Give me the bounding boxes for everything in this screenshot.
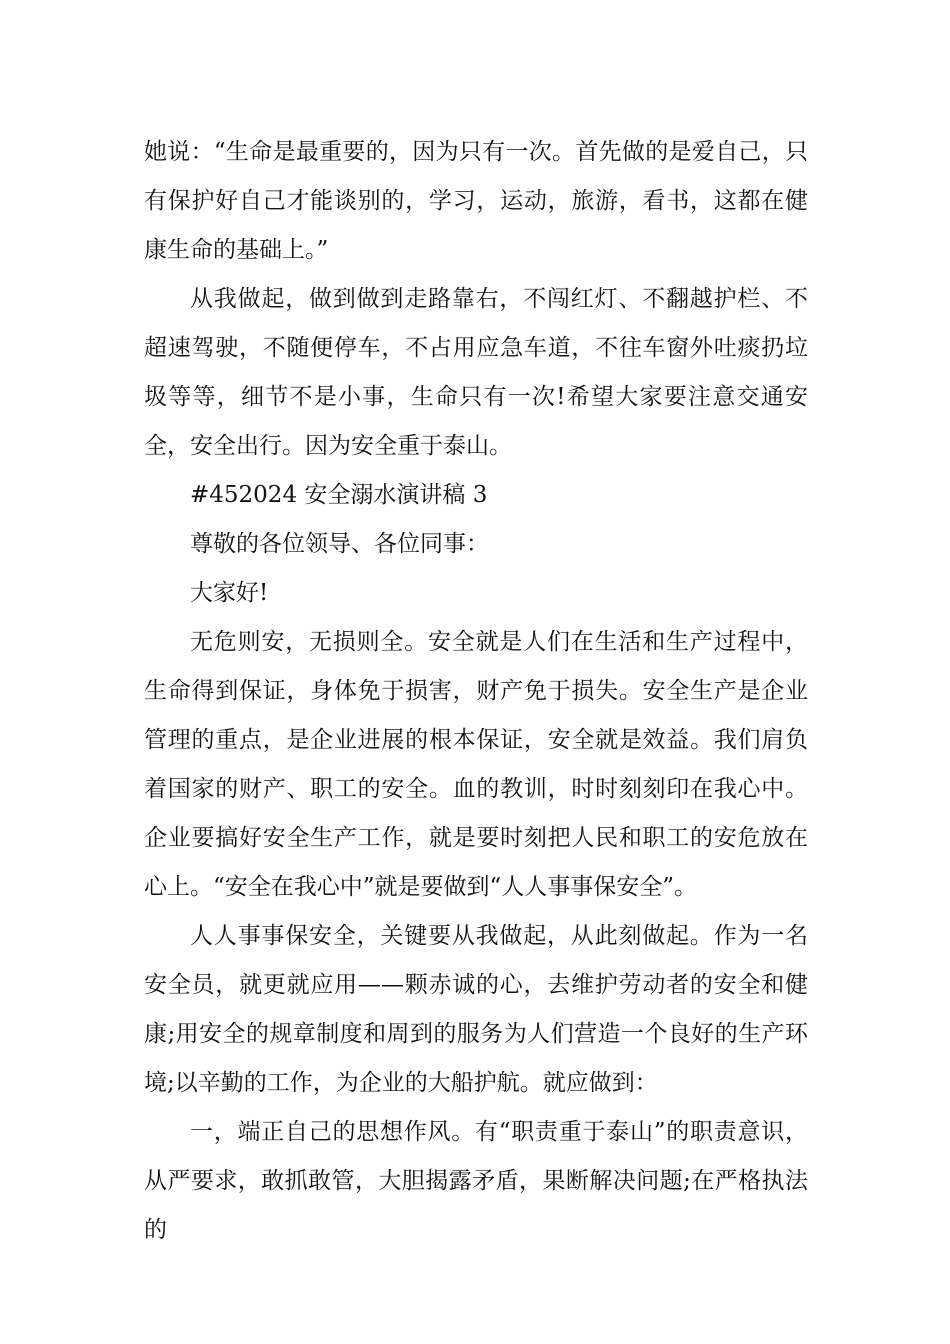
paragraph-2: 从我做起，做到做到走路靠右，不闯红灯、不翻越护栏、不超速驾驶，不随便停车，不占用应急车道，不往车窗外吐痰扔垃圾等等，细节不是小事，生命只有一次!希望大家要注意交通安全，安全出行。因为安全重于泰山。 bbox=[144, 286, 808, 459]
salutation: 尊敬的各位领导、各位同事： bbox=[190, 531, 489, 557]
greeting: 大家好! bbox=[190, 580, 269, 606]
section-heading: #452024 安全溺水演讲稿 3 bbox=[190, 482, 488, 508]
paragraph-5: 一，端正自己的思想作风。有“职责重于泰山”的职责意识，从严要求，敢抓敢管，大胆揭露矛盾，果断解决问题;在严格执法的 bbox=[144, 1119, 808, 1243]
paragraph-3: 无危则安，无损则全。安全就是人们在生活和生产过程中，生命得到保证，身体免于损害，财产免于损失。安全生产是企业管理的重点，是企业进展的根本保证，安全就是效益。我们肩负着国家的财产、职工的安全。血的教训，时时刻刻印在我心中。企业要搞好安全生产工作，就是要时刻把人民和职工的安危放在心上。“安全在我心中”就是要做到“人人事事保安全”。 bbox=[144, 629, 808, 900]
paragraph-1: 她说：“生命是最重要的，因为只有一次。首先做的是爱自己，只有保护好自己才能谈别的，学习，运动，旅游，看书，这都在健康生命的基础上。” bbox=[144, 139, 808, 263]
paragraph-4: 人人事事保安全，关键要从我做起，从此刻做起。作为一名安全员，就更就应用——颗赤诚的心，去维护劳动者的安全和健康;用安全的规章制度和周到的服务为人们营造一个良好的生产环境;以辛勤的工作，为企业的大船护航。就应做到： bbox=[144, 923, 808, 1096]
